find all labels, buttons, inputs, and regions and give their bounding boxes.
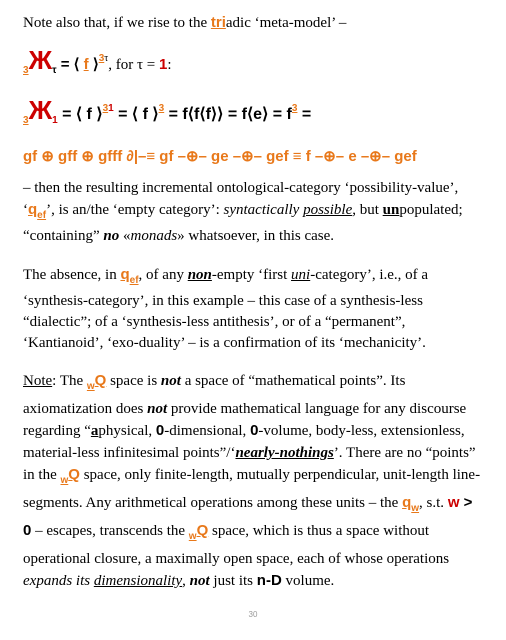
p3-note: Note: [23, 373, 53, 389]
eq1-suptau: τ: [104, 53, 109, 64]
equation-3: [23, 146, 417, 167]
eq3-text: gf ⊕ gff ⊕ gfff ∂|–≡ gf –⊕– ge –⊕– gef ≡ f –⊕– e –⊕– gef: [23, 148, 417, 165]
intro-line: [23, 12, 346, 34]
p3-t6: -dimensional,: [164, 423, 251, 439]
p3-t11: – escapes, transcends the: [31, 523, 189, 539]
page-number: 30: [248, 610, 258, 619]
eq2-rest2-sup: 3: [291, 103, 298, 114]
p1-t7: populated; “containing”: [23, 202, 463, 244]
eq2-text: = ⟨ f ⟩: [57, 106, 103, 123]
eq1-left-sub: 3: [23, 65, 29, 76]
p1-t10: monads: [130, 228, 178, 244]
p3-not2: not: [147, 401, 168, 417]
equation-2: [23, 95, 312, 131]
p3-t2: space is: [106, 373, 161, 389]
p3-t17: volume.: [281, 573, 335, 589]
p1-t11: » whatsoever, in this case.: [177, 228, 335, 244]
p3-not1: not: [160, 373, 181, 389]
intro-text: Note also that, if we rise to the: [23, 15, 211, 31]
p3-t4: provide mathematical language for any discourse regarding “: [23, 401, 467, 439]
p3-wsub-3: w: [188, 531, 197, 542]
p3-wq-3: Q: [196, 522, 209, 539]
p3-wsub: w: [86, 381, 95, 392]
p1-t3: syntactically: [223, 202, 304, 218]
p1-t9: «: [119, 228, 131, 244]
p2-q: q: [120, 266, 130, 283]
p3-wq-2: Q: [68, 466, 80, 483]
intro-text-end: adic ‘meta-model’ –: [225, 15, 347, 31]
eq2-rest-sup: 3: [158, 103, 165, 114]
p3-nd: n-D: [256, 572, 282, 589]
p2-t2: , of any: [138, 267, 188, 283]
p1-t5: , but: [352, 202, 383, 218]
p3-t15: ,: [182, 573, 190, 589]
p3-w: w: [447, 494, 460, 511]
p3-t5: physical,: [98, 423, 156, 439]
p1-t2: ’, is an/the ‘empty category’:: [46, 202, 224, 218]
p3-qwsub: w: [411, 503, 420, 514]
p2-t1: The absence, in: [23, 267, 121, 283]
eq1-colon: :: [167, 57, 172, 73]
eq2-rest: = ⟨ f ⟩: [113, 106, 159, 123]
p2-t6: -category’, i.e., of a ‘synthesis-category’, in this example – this case of a synthesis-less “dialectic”; of a ‘synthesis-less antithesis’, or of a “permanent”, ‘Kantianoid’, ‘exo-duality’ – is a confirmation of its ‘mechanicity’.: [23, 267, 429, 351]
p3-t13: expands its: [23, 573, 94, 589]
p3-t7: -volume, body-less, extensionless, material-less infinitesimal points”/‘: [23, 423, 465, 461]
p3-t3: a space of “mathematical points”. Its axiomatization does: [23, 373, 406, 417]
p2-t3: non: [187, 267, 212, 283]
eq2-zhe: Ж: [28, 95, 53, 125]
p3-t10: , s.t.: [419, 495, 448, 511]
eq2-rest2: = f⟨f⟨f⟩⟩ = f⟨e⟩ = f: [164, 106, 292, 123]
p2-qsub: ef: [129, 275, 139, 286]
p2-t4: -empty ‘first: [211, 267, 292, 283]
p2-t5: uni: [291, 267, 311, 283]
paragraph-1: [23, 178, 483, 247]
p1-t8: no: [103, 228, 120, 244]
p3-zero1: 0: [155, 422, 165, 439]
p3-zero3: 0: [23, 522, 32, 539]
p1-qsub: ef: [37, 210, 47, 221]
p1-t6: un: [382, 202, 400, 218]
eq2-left-sub: 3: [23, 115, 29, 126]
p1-t1: – then the resulting incremental ontological-category ‘possibility-value’, ‘: [23, 180, 459, 218]
tri-highlight: tri: [210, 14, 226, 31]
p3-t12: space, which is thus a space without operational closure, a maximally open space, each of whose operations: [23, 523, 450, 567]
eq1-sup3: 3: [98, 53, 105, 64]
p3-qw: q: [402, 494, 412, 511]
eq1-equals: = ⟨: [56, 56, 84, 73]
p3-a: a: [90, 423, 99, 439]
eq2-sup2: 1: [108, 103, 114, 114]
eq1-zhe: Ж: [28, 45, 53, 75]
p3-nearly: nearly-nothings: [235, 445, 334, 461]
equation-1: [23, 45, 172, 81]
p3-zero2: 0: [250, 422, 259, 439]
p3-t14: dimensionality: [93, 573, 183, 589]
paragraph-2: [23, 264, 483, 354]
p3-not3: not: [189, 573, 210, 589]
p3-t16: just its: [209, 573, 257, 589]
eq1-post: , for τ =: [108, 57, 160, 73]
eq1-f: f: [83, 56, 89, 73]
p3-t8: ’. There are no “points” in the: [23, 445, 476, 483]
eq1-close: ⟩: [88, 56, 99, 73]
p1-t4: possible: [303, 202, 353, 218]
eq1-tau-sub: τ: [52, 65, 57, 76]
eq2-tail: =: [297, 106, 312, 123]
eq2-one-sub: 1: [52, 115, 58, 126]
eq1-one: 1: [159, 56, 168, 73]
p3-t1: : The: [52, 373, 87, 389]
p1-q: q: [28, 201, 38, 218]
p3-wsub-2: w: [60, 475, 69, 486]
p3-gt: >: [459, 494, 473, 511]
p3-wq: Q: [94, 372, 107, 389]
p3-t9: space, only finite-length, mutually perpendicular, unit-length line-segments. Any arithmetical operations among these units – the: [23, 467, 481, 511]
paragraph-3: [23, 370, 483, 592]
eq2-sup: 3: [102, 103, 109, 114]
